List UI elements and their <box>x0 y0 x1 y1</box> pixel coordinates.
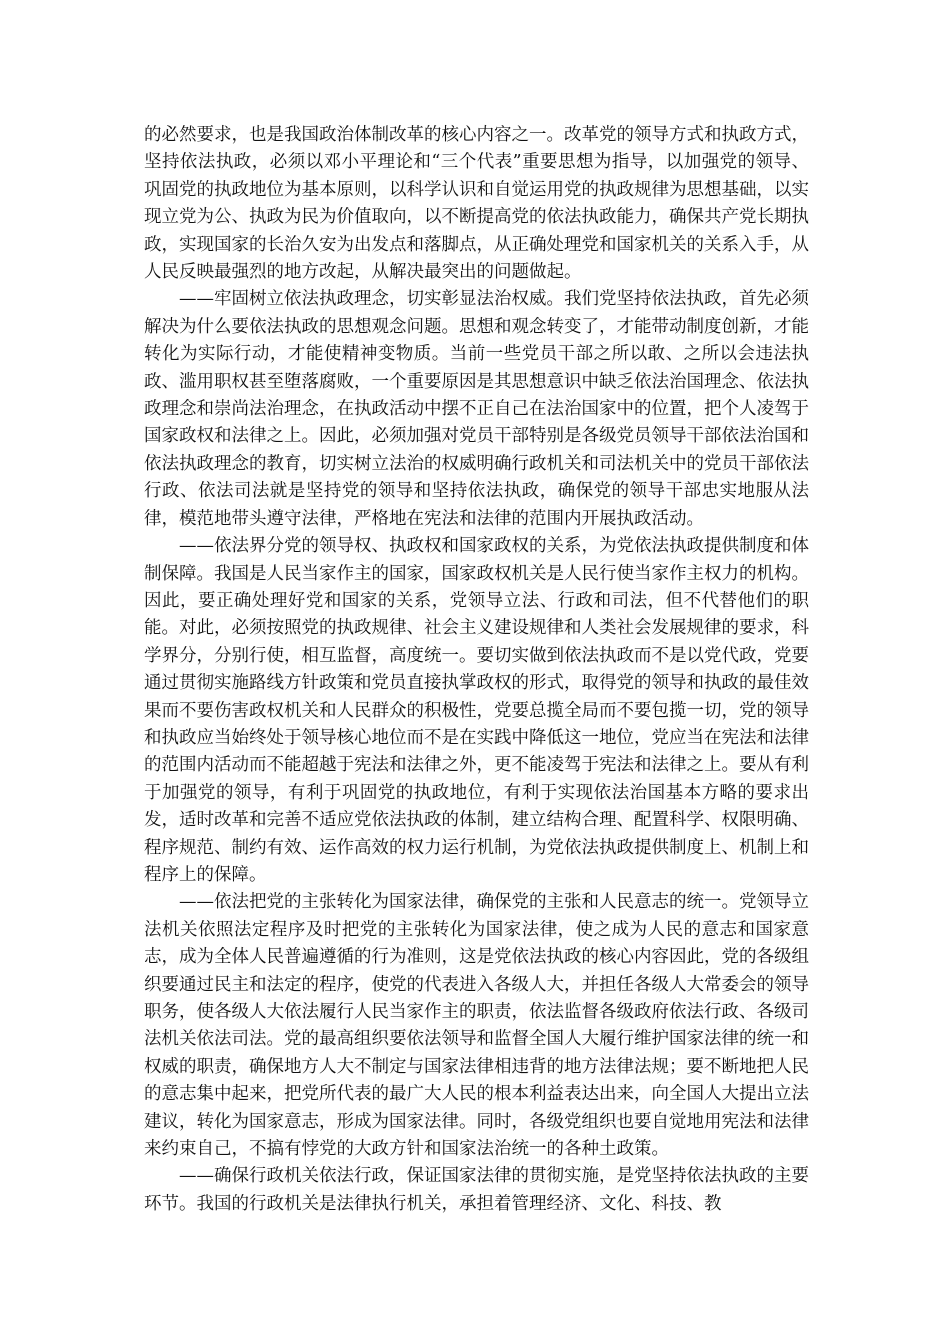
paragraph-2: ——牢固树立依法执政理念，切实彰显法治权威。我们党坚持依法执政，首先必须解决为什么要依法执政的思想观念问题。思想和观念转变了，才能带动制度创新，才能转化为实际行动，才能使精神变物质。当前一些党员干部之所以敢、之所以会违法执政、滥用职权甚至堕落腐败，一个重要原因是其思想意识中缺乏依法治国理念、依法执政理念和崇尚法治理念，在执政活动中摆不正自己在法治国家中的位置，把个人凌驾于国家政权和法律之上。因此，必须加强对党员干部特别是各级党员领导干部依法治国和依法执政理念的教育，切实树立法治的权威明确行政机关和司法机关中的党员干部依法行政、依法司法就是坚持党的领导和坚持依法执政，确保党的领导干部忠实地服从法律，模范地带头遵守法律，严格地在宪法和法律的范围内开展执政活动。 <box>144 289 809 529</box>
paragraph-5: ——确保行政机关依法行政，保证国家法律的贯彻实施，是党坚持依法执政的主要环节。我国的行政机关是法律执行机关，承担着管理经济、文化、科技、教 <box>144 1166 809 1214</box>
paragraph-4: ——依法把党的主张转化为国家法律，确保党的主张和人民意志的统一。党领导立法机关依照法定程序及时把党的主张转化为国家法律，使之成为人民的意志和国家意志，成为全体人民普遍遵循的行为准则，这是党依法执政的核心内容因此，党的各级组织要通过民主和法定的程序，使党的代表进入各级人大，并担任各级人大常委会的领导职务，使各级人大依法履行人民当家作主的职责，依法监督各级政府依法行政、各级司法机关依法司法。党的最高组织要依法领导和监督全国人大履行维护国家法律的统一和权威的职责，确保地方人大不制定与国家法律相违背的地方法律法规；要不断地把人民的意志集中起来，把党所代表的最广大人民的根本利益表达出来，向全国人大提出立法建议，转化为国家意志，形成为国家法律。同时，各级党组织也要自觉地用宪法和法律来约束自己，不搞有悖党的大政方针和国家法治统一的各种土政策。 <box>144 892 809 1160</box>
document-body <box>144 122 809 1218</box>
paragraph-3: ——依法界分党的领导权、执政权和国家政权的关系，为党依法执政提供制度和体制保障。我国是人民当家作主的国家，国家政权机关是人民行使当家作主权力的机构。因此，要正确处理好党和国家的关系，党领导立法、行政和司法，但不代替他们的职能。对此，必须按照党的执政规律、社会主义建设规律和人类社会发展规律的要求，科学界分，分别行使，相互监督，高度统一。要切实做到依法执政而不是以党代政，党要通过贯彻实施路线方针政策和党员直接执掌政权的形式，取得党的领导和执政的最佳效果而不要伤害政权机关和人民群众的积极性，党要总揽全局而不要包揽一切，党的领导和执政应当始终处于领导核心地位而不是在实践中降低这一地位，党应当在宪法和法律的范围内活动而不能超越于宪法和法律之外，更不能凌驾于宪法和法律之上。要从有利于加强党的领导，有利于巩固党的执政地位，有利于实现依法治国基本方略的要求出发，适时改革和完善不适应党依法执政的体制，建立结构合理、配置科学、权限明确、程序规范、制约有效、运作高效的权力运行机制，为党依法执政提供制度上、机制上和程序上的保障。 <box>144 536 809 885</box>
paragraph-1: 的必然要求，也是我国政治体制改革的核心内容之一。改革党的领导方式和执政方式，坚持依法执政，必须以邓小平理论和“三个代表”重要思想为指导，以加强党的领导、巩固党的执政地位为基本原则，以科学认识和自觉运用党的执政规律为思想基础，以实现立党为公、执政为民为价值取向，以不断提高党的依法执政能力，确保共产党长期执政，实现国家的长治久安为出发点和落脚点，从正确处理党和国家机关的关系入手，从人民反映最强烈的地方改起，从解决最突出的问题做起。 <box>144 125 809 283</box>
